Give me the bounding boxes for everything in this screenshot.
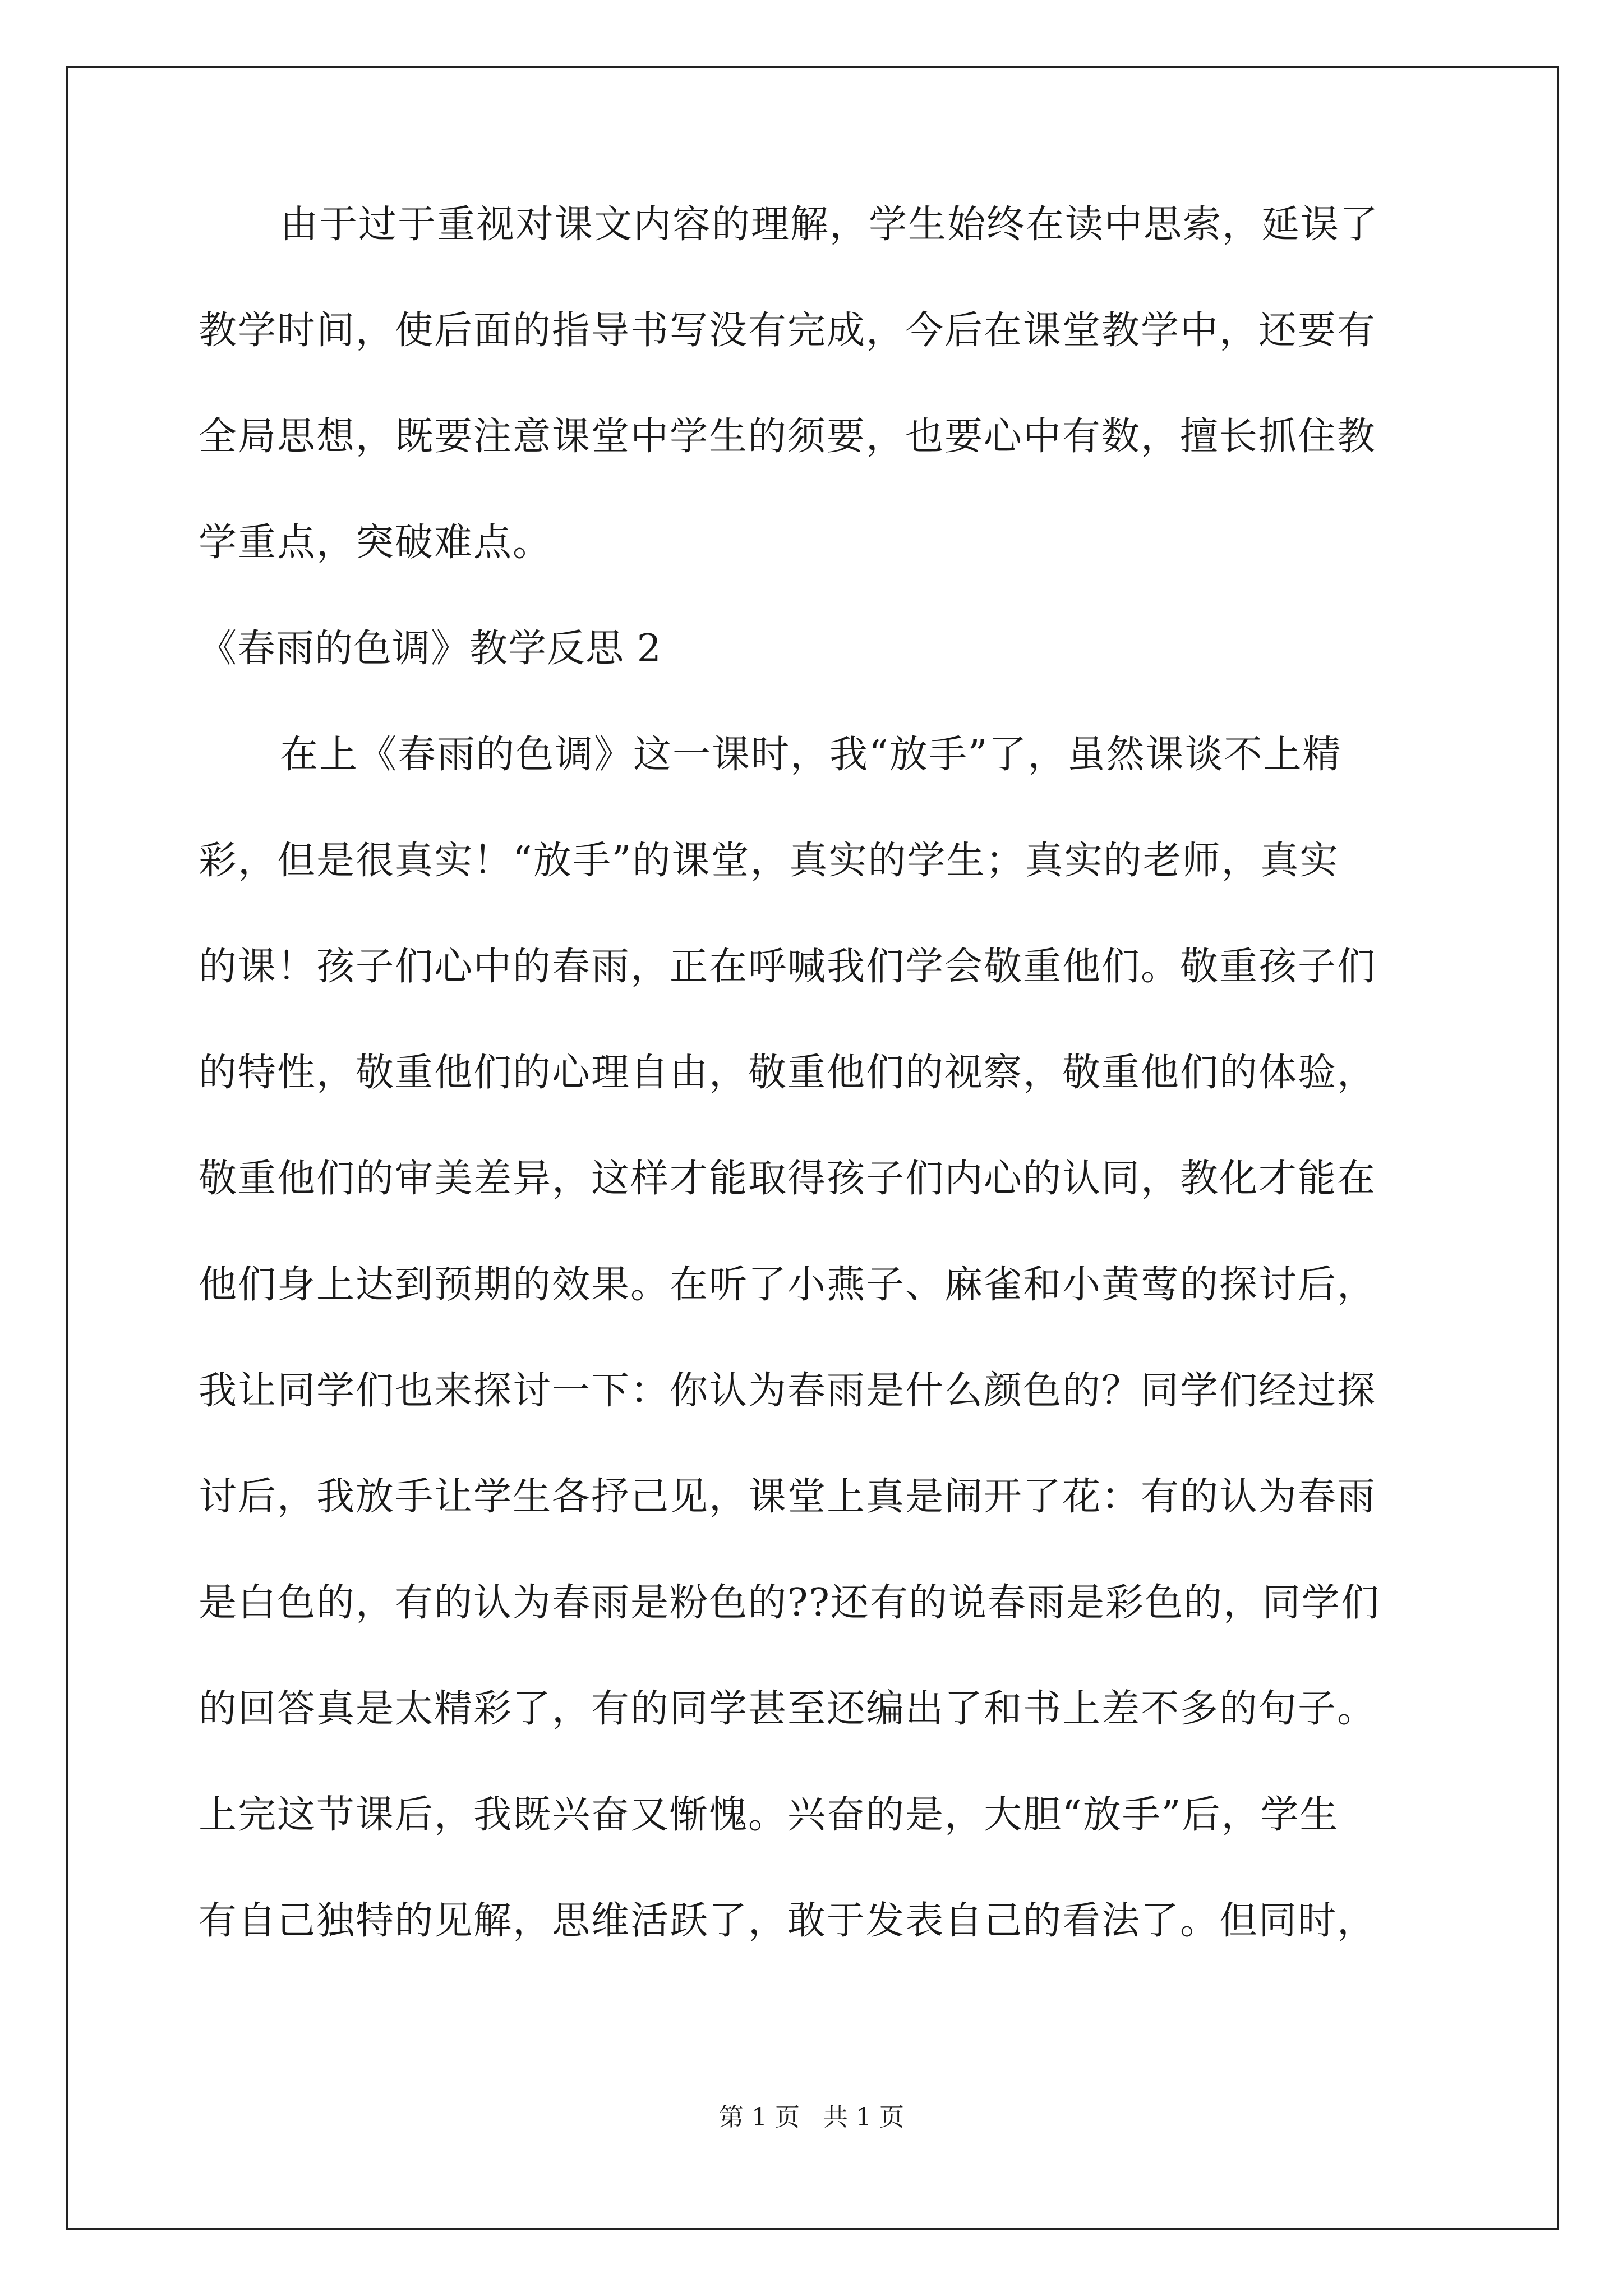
text-line: 他们身上达到预期的效果。在听了小燕子、麻雀和小黄莺的探讨后， xyxy=(199,1263,1377,1307)
text-line: 在上《春雨的色调》这一课时，我“放手”了，虽然课谈不上精 xyxy=(280,733,1342,777)
text-line: 上完这节课后，我既兴奋又惭愧。兴奋的是，大胆“放手”后，学生 xyxy=(199,1793,1339,1837)
page-number: 第 1 页 xyxy=(719,2103,800,2132)
text-line: 是白色的，有的认为春雨是粉色的??还有的说春雨是彩色的，同学们 xyxy=(199,1581,1380,1625)
text-line: 我让同学们也来探讨一下：你认为春雨是什么颜色的？同学们经过探 xyxy=(199,1369,1377,1413)
text-line: 的特性，敬重他们的心理自由，敬重他们的视察，敬重他们的体验， xyxy=(199,1051,1377,1095)
text-line: 彩，但是很真实！“放手”的课堂，真实的学生；真实的老师，真实 xyxy=(199,839,1339,883)
text-line: 全局思想，既要注意课堂中学生的须要，也要心中有数，擅长抓住教 xyxy=(199,415,1377,459)
document-body xyxy=(199,199,1432,2001)
text-line: 由于过于重视对课文内容的理解，学生始终在读中思索，延误了 xyxy=(280,203,1380,247)
page-footer xyxy=(0,2101,1623,2134)
text-line: 敬重他们的审美差异，这样才能取得孩子们内心的认同，教化才能在 xyxy=(199,1157,1377,1201)
text-line: 的课！孩子们心中的春雨，正在呼喊我们学会敬重他们。敬重孩子们 xyxy=(199,945,1377,989)
text-line: 讨后，我放手让学生各抒己见，课堂上真是闹开了花：有的认为春雨 xyxy=(199,1475,1377,1519)
page-total: 共 1 页 xyxy=(823,2103,904,2132)
text-line: 有自己独特的见解，思维活跃了，敢于发表自己的看法了。但同时， xyxy=(199,1899,1377,1943)
section-heading: 《春雨的色调》教学反思 2 xyxy=(199,627,662,671)
text-line: 学重点，突破难点。 xyxy=(199,521,552,565)
text-line: 教学时间，使后面的指导书写没有完成，今后在课堂教学中，还要有 xyxy=(199,309,1377,353)
text-line: 的回答真是太精彩了，有的同学甚至还编出了和书上差不多的句子。 xyxy=(199,1687,1377,1731)
